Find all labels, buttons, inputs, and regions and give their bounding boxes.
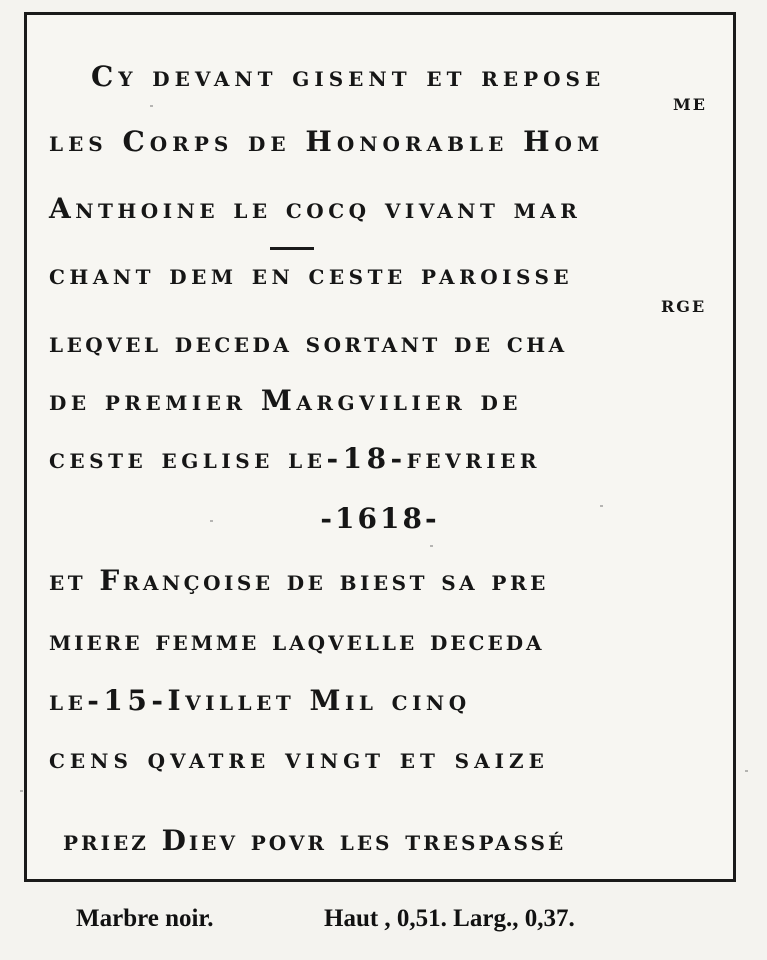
abbreviation-mark — [270, 247, 314, 250]
paper-speck — [150, 105, 153, 107]
paper-speck — [600, 505, 603, 507]
caption-dimensions: Haut , 0,51. Larg., 0,37. — [324, 905, 575, 932]
inscription-line-2: les Corps de Honorable Hom — [49, 125, 605, 158]
inscription-line-10: miere femme laqvelle deceda — [49, 624, 545, 657]
inscription-line-12: cens qvatre vingt et saize — [49, 742, 549, 775]
inscription-line-4: chant dem en ceste paroisse — [49, 258, 574, 291]
inscription-line-11: le-15-Ivillet Mil cinq — [49, 684, 471, 717]
superscript-me: ME — [673, 95, 707, 114]
inscription-line-5: leqvel deceda sortant de cha — [49, 326, 568, 359]
paper-speck — [430, 545, 433, 547]
paper-speck — [745, 770, 748, 772]
inscription-line-9: et Françoise de biest sa pre — [49, 564, 549, 597]
inscription-line-3: Anthoine le cocq vivant mar — [49, 192, 582, 225]
inscription-line-13: priez Diev povr les trespassé — [63, 824, 567, 857]
paper-speck — [20, 790, 23, 792]
epitaph-plaque — [24, 12, 736, 882]
superscript-rge: RGE — [661, 297, 707, 316]
inscription-line-6: de premier Margvilier de — [49, 384, 523, 417]
inscription-year: -1618- — [320, 502, 440, 535]
caption-material: Marbre noir. — [76, 905, 214, 932]
inscription-line-7: ceste eglise le-18-fevrier — [49, 442, 541, 475]
paper-speck — [210, 520, 213, 522]
inscription-line-1: Cy devant gisent et repose — [91, 60, 606, 93]
